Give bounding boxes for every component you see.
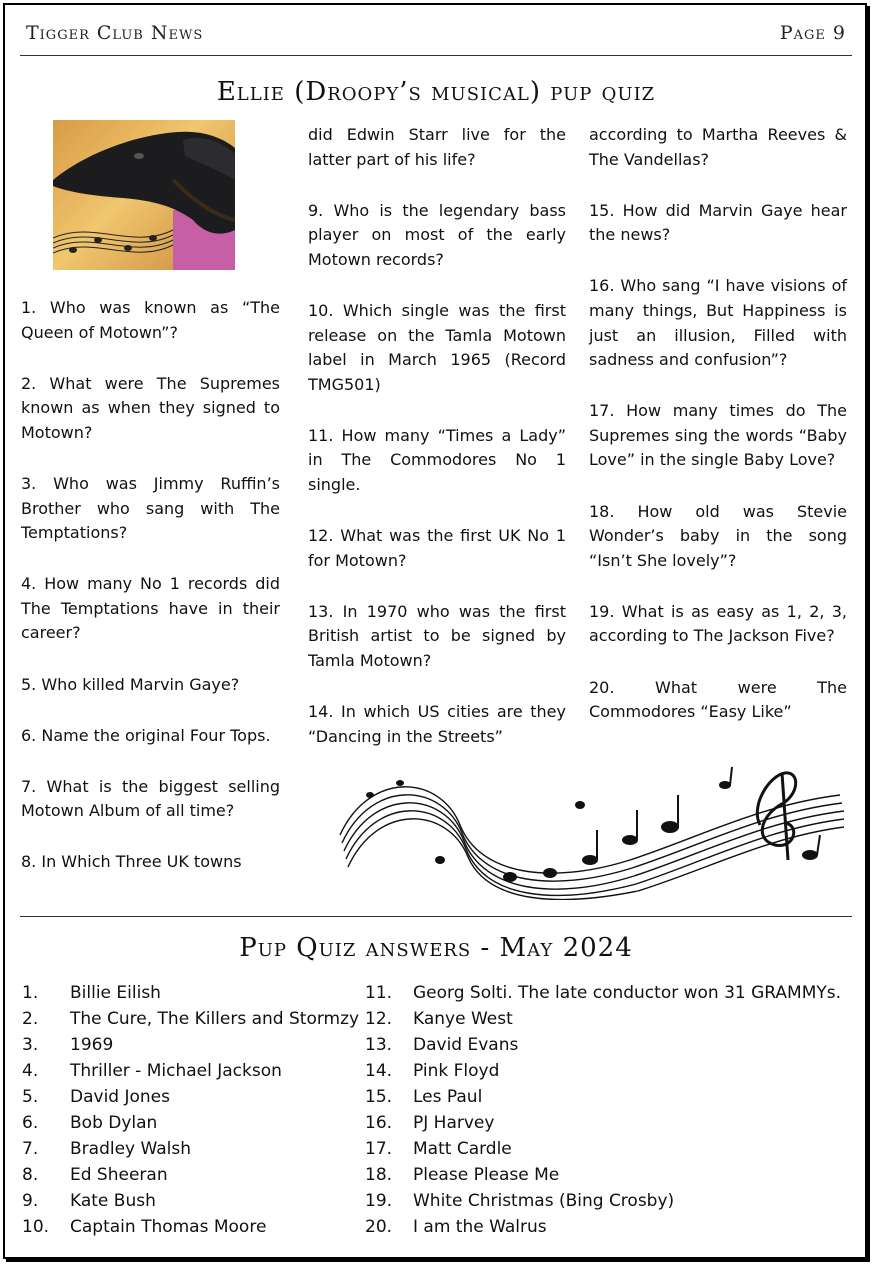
answer-number: 1.: [22, 983, 39, 1003]
answer-number: 2.: [22, 1009, 39, 1029]
answer-item: [22, 1110, 359, 1136]
answer-number: 17.: [365, 1139, 393, 1159]
quiz-question: 10. Which single was the first release on the Tamla Motown label in March 1965 (Record TMG501): [308, 300, 566, 394]
answer-item: [22, 1188, 359, 1214]
answer-item: [22, 1136, 359, 1162]
answer-text: Bradley Walsh: [70, 1139, 192, 1159]
answer-number: 6.: [22, 1113, 39, 1133]
answer-text: Georg Solti. The late conductor won 31 GRAMMYs.: [413, 983, 842, 1003]
quiz-question: 16. Who sang “I have visions of many things, But Happiness is just an illusion, Filled with sadness and confusion”?: [589, 276, 847, 370]
quiz-question: 4. How many No 1 records did The Temptations have in their career?: [21, 574, 280, 643]
quiz-question: 11. How many “Times a Lady” in The Commodores No 1 single.: [308, 425, 566, 495]
answer-item: [365, 1032, 841, 1058]
quiz-question: 2. What were The Supremes known as when they signed to Motown?: [21, 373, 280, 442]
quiz-question: 18. How old was Stevie Wonder’s baby in the song “Isn’t She lovely”?: [589, 501, 847, 570]
answer-number: 7.: [22, 1139, 39, 1159]
answer-text: Les Paul: [413, 1087, 483, 1107]
answer-item: [365, 1110, 841, 1136]
answer-text: PJ Harvey: [413, 1113, 495, 1133]
quiz-question: did Edwin Starr live for the latter part of his life?: [308, 125, 566, 169]
answer-number: 16.: [365, 1113, 393, 1133]
answer-number: 18.: [365, 1165, 393, 1185]
answer-text: Matt Cardle: [413, 1139, 512, 1159]
newsletter-name: Tigger Club News: [26, 22, 204, 44]
answer-item: [22, 1162, 359, 1188]
answer-text: The Cure, The Killers and Stormzy: [70, 1009, 360, 1029]
answer-item: [22, 1084, 359, 1110]
answer-number: 8.: [22, 1165, 39, 1185]
answer-item: [22, 1032, 359, 1058]
answer-item: [22, 1006, 359, 1032]
answers-list-right: [365, 980, 841, 1240]
quiz-question: 1. Who was known as “The Queen of Motown”?: [21, 298, 280, 342]
answer-text: 1969: [70, 1035, 114, 1055]
answer-number: 10.: [22, 1217, 50, 1237]
section-rule: [20, 916, 852, 917]
header-rule: [20, 55, 852, 56]
answer-text: Ed Sheeran: [70, 1165, 168, 1185]
answer-number: 3.: [22, 1035, 39, 1055]
answer-number: 9.: [22, 1191, 39, 1211]
quiz-question: 9. Who is the legendary bass player on most of the early Motown records?: [308, 200, 566, 269]
answer-item: [365, 1162, 841, 1188]
quiz-question: 17. How many times do The Supremes sing the words “Baby Love” in the single Baby Love?: [589, 401, 847, 470]
quiz-question: 20. What were The Commodores “Easy Like”: [589, 677, 847, 722]
quiz-question: 8. In Which Three UK towns: [21, 852, 242, 872]
answer-item: [365, 1188, 841, 1214]
answer-text: Billie Eilish: [70, 983, 161, 1003]
quiz-question: 3. Who was Jimmy Ruffin’s Brother who sang with The Temptations?: [21, 473, 280, 543]
answer-number: 14.: [365, 1061, 393, 1081]
answer-number: 20.: [365, 1217, 393, 1237]
dog-photo: [53, 120, 235, 270]
quiz-question: 6. Name the original Four Tops.: [21, 725, 271, 745]
answer-number: 11.: [365, 983, 393, 1003]
quiz-question: according to Martha Reeves & The Vandellas?: [589, 125, 847, 169]
answer-item: [365, 1136, 841, 1162]
answer-text: Pink Floyd: [413, 1061, 500, 1081]
quiz-column-3: [589, 123, 847, 751]
quiz-column-2: [308, 123, 566, 776]
answer-text: Bob Dylan: [70, 1113, 158, 1133]
page-number: Page 9: [779, 22, 846, 44]
quiz-question: 12. What was the first UK No 1 for Motown?: [308, 526, 566, 570]
answer-item: [22, 980, 359, 1006]
answers-list-left: [22, 980, 359, 1240]
quiz-column-1: [21, 296, 280, 902]
answer-item: [22, 1058, 359, 1084]
answer-text: I am the Walrus: [413, 1217, 547, 1237]
quiz-question: 15. How did Marvin Gaye hear the news?: [589, 200, 847, 245]
answer-number: 4.: [22, 1061, 39, 1081]
answer-item: [22, 1214, 359, 1240]
answer-text: David Evans: [413, 1035, 519, 1055]
answer-text: Captain Thomas Moore: [70, 1217, 267, 1237]
answer-item: [365, 1006, 841, 1032]
quiz-question: 13. In 1970 who was the first British artist to be signed by Tamla Motown?: [308, 601, 566, 670]
quiz-question: 19. What is as easy as 1, 2, 3, according to The Jackson Five?: [589, 601, 847, 646]
answer-text: Please Please Me: [413, 1165, 560, 1185]
quiz-question: 7. What is the biggest selling Motown Album of all time?: [21, 776, 280, 821]
answer-text: Kanye West: [413, 1009, 513, 1029]
answer-number: 12.: [365, 1009, 393, 1029]
answer-text: Kate Bush: [70, 1191, 156, 1211]
answer-item: [365, 1058, 841, 1084]
answer-item: [365, 1214, 841, 1240]
answer-number: 5.: [22, 1087, 39, 1107]
quiz-question: 5. Who killed Marvin Gaye?: [21, 674, 240, 694]
answers-title: Pup Quiz answers - May 2024: [239, 933, 633, 963]
answer-number: 15.: [365, 1087, 393, 1107]
answer-text: David Jones: [70, 1087, 170, 1107]
answer-number: 19.: [365, 1191, 393, 1211]
quiz-question: 14. In which US cities are they “Dancing in the Streets”: [308, 702, 566, 746]
quiz-title: Ellie (Droopy’s musical) pup quiz: [216, 77, 656, 107]
music-notes-illustration: [330, 765, 845, 900]
answer-text: Thriller - Michael Jackson: [70, 1061, 282, 1081]
answer-text: White Christmas (Bing Crosby): [413, 1191, 675, 1211]
answer-item: [365, 1084, 841, 1110]
answer-number: 13.: [365, 1035, 393, 1055]
answer-item: [365, 980, 841, 1006]
